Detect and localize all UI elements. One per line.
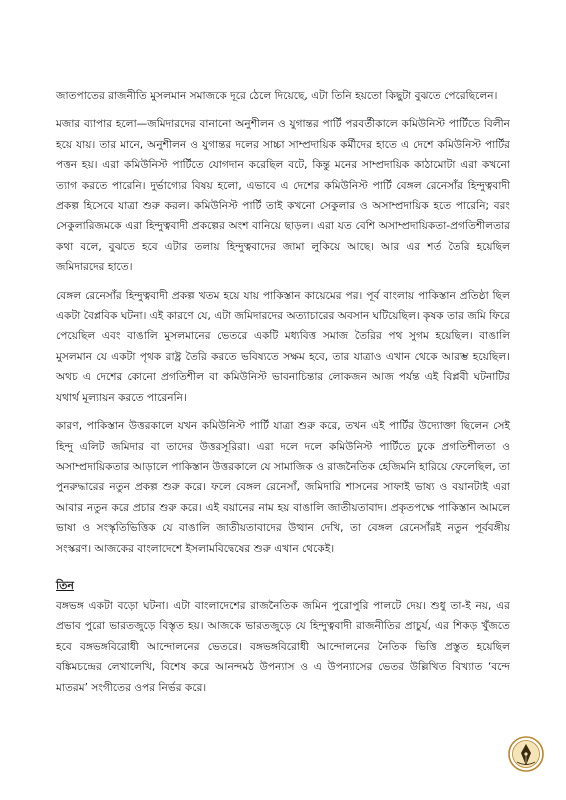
paragraph: জাতপাতের রাজনীতি মুসলমান সমাজকে দূরে ঠেলে দিয়েছে, এটা তিনি হয়তো কিছুটা বুঝতে পেরেছিলেন।: [56, 90, 498, 102]
document-body: [56, 86, 510, 706]
paragraph: বেঙ্গল রেনেসাঁর হিন্দুত্ববাদী প্রকল্প খতম হয়ে যায় পাকিস্তান কায়েমের পর। পূর্ব বাংলায় পাকিস্তান প্রতিষ্ঠা ছিল একটা বৈপ্লবিক ঘটনা। এই কারণে যে, এটা জমিদারদের অত্যাচারের অবসান ঘটিয়েছিল। কৃষক তার জমি ফিরে পেয়েছিল এবং বাঙালি মুসলমানের ভেতরে একটি মধ্যবিত্ত সমাজ তৈরির পথ সুগম হয়েছিল। বাঙালি মুসলমান যে একটা পৃথক রাষ্ট্র তৈরি করতে ভবিষ্যতে সক্ষম হবে, তার যাত্রাও এখান থেকে আরম্ভ হয়েছিল। অথচ এ দেশের কোনো প্রগতিশীল বা কমিউনিস্ট ভাবনাচিন্তার লোকজন আজ পর্যন্ত এই বিপ্লবী ঘটনাটির যথার্থ মূল্যায়ন করতে পারেননি।: [56, 289, 510, 404]
paragraph: বঙ্গভঙ্গ একটা বড়ো ঘটনা। এটা বাংলাদেশের রাজনৈতিক জমিন পুরোপুরি পালটে দেয়। শুধু তা-ই নয়, এর প্রভাব পুরো ভারতজুড়ে বিস্তৃত হয়। আজকে ভারতজুড়ে যে হিন্দুত্ববাদী রাজনীতির প্রাচুর্য, এর শিকড় খুঁজতে হবে বঙ্গভঙ্গবিরোধী আন্দোলনের ভেতরে। বঙ্গভঙ্গবিরোধী আন্দোলনের নৈতিক ভিত্তি প্রস্তুত হয়েছিল বঙ্কিমচন্দ্রের লেখালেখি, বিশেষ করে আনন্দমঠ উপন্যাস ও এ উপন্যাসের ভেতর উল্লিখিত বিখ্যাত ‘বন্দে মাতরম’ সংগীতের ওপর নির্ভর করে।: [56, 599, 510, 694]
paragraph: মজার ব্যাপার হলো—জমিদারদের বানানো অনুশীলন ও যুগান্তর পার্টি পরবর্তীকালে কমিউনিস্ট পার্টিতে বিলীন হয়ে যায়। তার মানে, অনুশীলন ও যুগান্তর দলের সাচ্চা সাম্প্রদায়িক কর্মীদের হাতে এ দেশে কমিউনিস্ট পার্টির পত্তন হয়। এরা কমিউনিস্ট পার্টিতে যোগদান করেছিল বটে, কিন্তু মনের সাম্প্রদায়িক কাঠামোটা এরা কখনো ত্যাগ করতে পারেনি। দুর্ভাগ্যের বিষয় হলো, এভাবে এ দেশের কমিউনিস্ট পার্টি বেঙ্গল রেনেসাঁর হিন্দুত্ববাদী প্রকল্প হিসেবে যাত্রা শুরু করল। কমিউনিস্ট পার্টি তাই কখনো সেকুলার ও অসাম্প্রদায়িক হতে পারেনি; বরং সেকুলারিজমকে এরা হিন্দুত্ববাদী প্রকল্পের অংশ বানিয়ে ছাড়ল। এরা যত বেশি অসাম্প্রদায়িকতা-প্রগতিশীলতার কথা বলে, বুঝতে হবে এটার তলায় হিন্দুত্ববাদের জামা লুকিয়ে আছে। আর এর শর্ত তৈরি হয়েছিল জমিদারদের হাতে।: [56, 118, 510, 274]
section-heading: তিন: [56, 578, 74, 592]
paragraph: কারণ, পাকিস্তান উত্তরকালে যখন কমিউনিস্ট পার্টি যাত্রা শুরু করে, তখন এই পার্টির উদ্যোক্তা ছিলেন সেই হিন্দু এলিট জমিদার বা তাদের উত্তরসূরিরা। এরা দলে দলে কমিউনিস্ট পার্টিতে ঢুকে প্রগতিশীলতা ও অসাম্প্রদায়িকতার আড়ালে পাকিস্তান উত্তরকালে যে সামাজিক ও রাজনৈতিক হেজিমনি হারিয়ে ফেলেছিল, তা পুনরুদ্ধারের নতুন প্রকল্প শুরু করে। ফলে বেঙ্গল রেনেসাঁ, জমিদারি শাসনের সাফাই ভাষ্য ও বয়ানটাই এরা আবার নতুন করে প্রচার শুরু করে। এই বয়ানের নাম হয় বাঙালি জাতীয়তাবাদ। প্রকৃতপক্ষে পাকিস্তান আমলে ভাষা ও সংস্কৃতিভিত্তিক যে বাঙালি জাতীয়তাবাদের উত্থান দেখি, তা বেঙ্গল রেনেসাঁরই নতুন পূর্ববঙ্গীয় সংস্করণ। আজকের বাংলাদেশে ইসলামবিদ্বেষের শুরু এখান থেকেই।: [56, 420, 510, 555]
publisher-logo: [508, 736, 544, 772]
pen-nib-emblem-icon: [508, 736, 544, 772]
